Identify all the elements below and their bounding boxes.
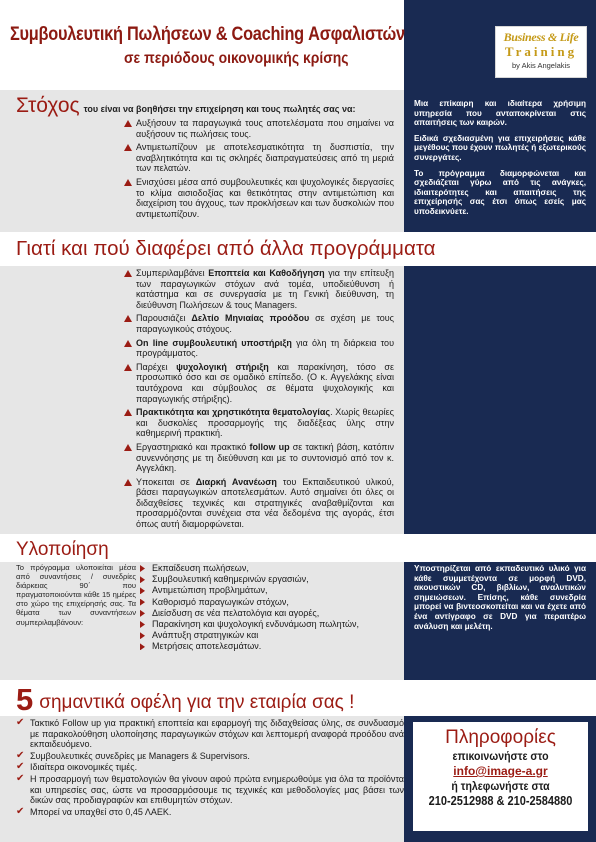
right-paragraph: Ειδικά σχεδιασμένη για επιχειρήσεις κάθε μεγέθους που έχουν πωλητές ή εξωτερικούς συνεργάτες. xyxy=(414,133,586,162)
list-item: Ανάπτυξη στρατηγικών και xyxy=(138,630,398,641)
right-paragraph: Μια επίκαιρη και ιδιαίτερα χρήσιμη υπηρεσία που ανταποκρίνεται στις απαιτήσεις των καιρών. xyxy=(414,99,586,128)
page-title: Συμβουλευτική Πωλήσεων & Coaching Ασφαλιστών xyxy=(10,24,405,45)
list-item: ✔ Συμβουλευτικές συνεδρίες με Managers & Supervisors. xyxy=(16,751,404,762)
logo-line-3: by Akis Angelakis xyxy=(512,61,570,70)
right-paragraph: Το πρόγραμμα διαμορφώνεται και σχεδιάζεται γύρω από τις ανάγκες, ιδιαιτερότητες και απαιτήσεις της επιχείρησής σας έτσι όπως εσείς μας υποδεικνύετε. xyxy=(414,168,586,216)
goals-right-text xyxy=(414,99,586,223)
why-heading: Γιατί και πού διαφέρει από άλλα προγράμματα xyxy=(16,237,436,260)
list-item: ✔ Ιδιαίτερα οικονομικές τιμές. xyxy=(16,762,404,773)
list-item: Αντιμετώπιση προβλημάτων, xyxy=(138,585,398,596)
list-item: ✔ Μπορεί να υπαχθεί στο 0,45 ΛΑΕΚ. xyxy=(16,807,404,818)
goals-list xyxy=(124,118,394,222)
why-list xyxy=(124,268,394,533)
list-item: ✔ Η προσαρμογή των θεματολογιών θα γίνουν αφού πρώτα ενημερωθούμε για όλα τα προϊόντα και υπηρεσίες σας, ώστε να προσαρμόσουμε τις τεχνικές και μεθοδολογίες μας βάσει των δικών σας προδιαγραφών και επιθυμητών στόχων. xyxy=(16,774,404,806)
logo-line-2: Training xyxy=(504,44,578,59)
list-item: Πρακτικότητα και χρηστικότητα θεματολογίας. Χωρίς θεωρίες και δυσκολίες προσαρμογής της διαδέξεας ύλης στην καθημερινή πρακτική. xyxy=(124,407,394,439)
goals-subheading: του είναι να βοηθήσει την επιχείρηση και τους πωλητές σας να: xyxy=(83,104,356,114)
list-item: Συμπεριλαμβάνει Εποπτεία και Καθοδήγηση για την επίτευξη των παραγωγικών στόχων ανά τομέα, υποδιεύθυνση ή κατάστημα και σε συνεργασία με τη Γενική διεύθυνση, τη διεύθυνση Πωλήσεων & τους Managers. xyxy=(124,268,394,310)
implementation-side-text: Το πρόγραμμα υλοποιείται μέσα από συναντήσεις / συνεδρίες διάρκειας 90΄ που πραγματοποιούνται κάθε 15 ημέρες στο χώρο της επιχείρησής σας. Τα θέματα των συναντήσεων συμπεριλαμβάνουν: xyxy=(16,563,136,627)
contact-line-1: επικοινωνήστε στο xyxy=(452,749,549,763)
list-item: Εκπαίδευση πωλήσεων, xyxy=(138,563,398,574)
phone-numbers: 210-2512988 & 210-2584880 xyxy=(428,794,573,808)
benefits-heading-text: σημαντικά οφέλη για την εταιρία σας ! xyxy=(39,692,355,713)
list-item: Αυξήσουν τα παραγωγικά τους αποτελέσματα που σημαίνει να αυξήσουν τις πωλήσεις τους. xyxy=(124,118,394,139)
benefits-heading xyxy=(16,682,354,718)
logo-line-1: Business & Life xyxy=(503,30,579,44)
contact-heading: Πληροφορίες xyxy=(445,727,556,748)
page-subtitle: σε περιόδους οικονομικής κρίσης xyxy=(124,50,349,67)
implementation-heading: Υλοποίηση xyxy=(16,539,109,560)
list-item: Υποκειται σε Διαρκή Ανανέωση του Εκπαιδευτικού υλικού, βάσει παραγωγικών αποτελεσμάτων. Αυτό σημαίνει ότι όλες οι διδαχθείσες τεχνικές και στρατηγικές αναβαθμίζονται και προσαρμόζονται συνέχεια στα νέα δεδομένα της αγοράς, έτσι όπως αυτή διαμορφώνεται. xyxy=(124,477,394,530)
list-item: On line συμβουλευτική υποστήριξη για όλη τη διάρκεια του προγράμματος. xyxy=(124,338,394,359)
list-item: Παρέχει ψυχολογική στήριξη και παρακίνηση, τόσο σε προσωπικό όσο και σε ομαδικό επίπεδο. (Ο κ. Αγγελάκης είναι ταυτόχρονα και σύμβουλος σε θέματα ψυχολογικής και παραγωγικής στήριξης). xyxy=(124,362,394,404)
contact-info-box xyxy=(413,722,588,831)
implementation-right-text: Υποστηρίζεται από εκπαδευτικό υλικό για κάθε συμμετέχοντα σε μορφή DVD, ακουστικών CD, βιβλίων, αναλυτικών σημειώσεων. Επίσης, κάθε συνεδρία μπορεί να βιντεοσκοπείται και να έχετε από ένα αντίγραφο σε DVD για περαιτέρω ανάλυση και μελέτη. xyxy=(414,564,586,631)
benefits-number: 5 xyxy=(16,682,34,717)
list-item: Εργαστηριακό και πρακτικό follow up σε τακτική βάση, κατόπιν συνεννόησης με τη διεύθυνση και με το συντονισμό από τον κ. Αγγελάκη. xyxy=(124,442,394,474)
list-item: ✔ Τακτικό Follow up για πρακτική εποπτεία και εφαρμογή της διδαχθείσας ύλης, σε συνδυασμό με παρακολούθηση υλοποίησης παραγωγικών στόχων και λεπτομερή αναφορά προόδου ανά εκπαιδευόμενο. xyxy=(16,718,404,750)
implementation-list xyxy=(138,563,398,653)
list-item: Καθορισμό παραγωγικών στόχων, xyxy=(138,597,398,608)
benefits-list xyxy=(16,718,404,818)
goals-heading xyxy=(16,94,356,118)
list-item: Μετρήσεις αποτελεσμάτων. xyxy=(138,641,398,652)
list-item: Διείσδυση σε νέα πελατολόγια και αγορές, xyxy=(138,608,398,619)
goals-heading-text: Στόχος xyxy=(16,94,80,117)
list-item: Αντιμετωπίζουν με αποτελεσματικότητα τη δυσπιστία, την αναβλητικότητα και τις σκληρές διαπραγματεύσεις από τη μεριά των πελατών. xyxy=(124,142,394,174)
list-item: Παρακίνηση και ψυχολογική ενδυνάμωση πωλητών, xyxy=(138,619,398,630)
brand-logo xyxy=(495,26,587,78)
contact-line-2: ή τηλεφωνήστε στα xyxy=(451,779,550,793)
list-item: Ενισχύσει μέσα από συμβουλευτικές και ψυχολογικές διεργασίες το κλίμα αισιοδοξίας και θετικότητας στην αντιμετώπιση και διαχείριση του άγχους, των προκλήσεων και των δυσκολιών που αντιμετωπίζουν. xyxy=(124,177,394,219)
email-link[interactable]: info@image-a.gr xyxy=(453,764,548,778)
list-item: Παρουσιάζει Δελτίο Μηνιαίας προόδου σε σχέση με τους παραγωγικούς στόχους. xyxy=(124,313,394,334)
list-item: Συμβουλευτική καθημερινών εργασιών, xyxy=(138,574,398,585)
